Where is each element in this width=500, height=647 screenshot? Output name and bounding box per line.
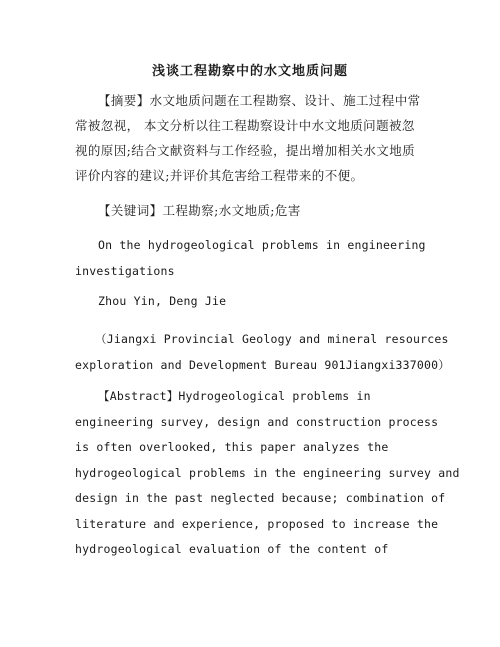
keywords-cn-line: 【关键词】工程勘察;水文地质;危害 (98, 203, 301, 218)
abstract-cn-line: 评价内容的建议;并评价其危害给工程带来的不便。 (75, 168, 364, 183)
abstract-cn-line: 常被忽视， 本文分析以往工程勘察设计中水文地质问题被忽 (75, 118, 415, 133)
authors-line: Zhou Yin, Deng Jie (98, 294, 227, 308)
authors (75, 289, 435, 315)
affiliation-line: （Jiangxi Provincial Geology and mineral resources (95, 332, 449, 346)
abstract-en-line: engineering survey, design and construction process (75, 414, 439, 429)
document-title: 浅谈工程勘察中的水文地质问题 (151, 64, 348, 79)
abstract-cn-line: 视的原因;结合文献资料与工作经验，提出增加相关水文地质 (75, 143, 416, 158)
english-title-line: On the hydrogeological problems in engineering (98, 238, 426, 252)
abstract-en-line: is often overlooked, this paper analyzes the (75, 440, 389, 454)
abstract-en-line: literature and experience, proposed to increase the (75, 516, 439, 531)
keywords-cn (75, 198, 435, 223)
abstract-cn (75, 88, 435, 188)
abstract-cn-line: 【摘要】水文地质问题在工程勘察、设计、施工过程中常 (98, 93, 421, 108)
english-title (75, 233, 435, 284)
abstract-en (75, 384, 460, 563)
abstract-en-line: design in the past neglected because; combination of (75, 491, 446, 505)
affiliation-line: exploration and Development Bureau 901Jiangxi337000） (75, 357, 451, 372)
affiliation (75, 327, 451, 378)
abstract-en-line: hydrogeological evaluation of the content of (75, 542, 389, 556)
abstract-en-line: 【Abstract】Hydrogeological problems in (98, 389, 371, 403)
abstract-en-line: hydrogeological problems in the engineering survey and (75, 465, 460, 480)
english-title-line: investigations (75, 263, 175, 278)
